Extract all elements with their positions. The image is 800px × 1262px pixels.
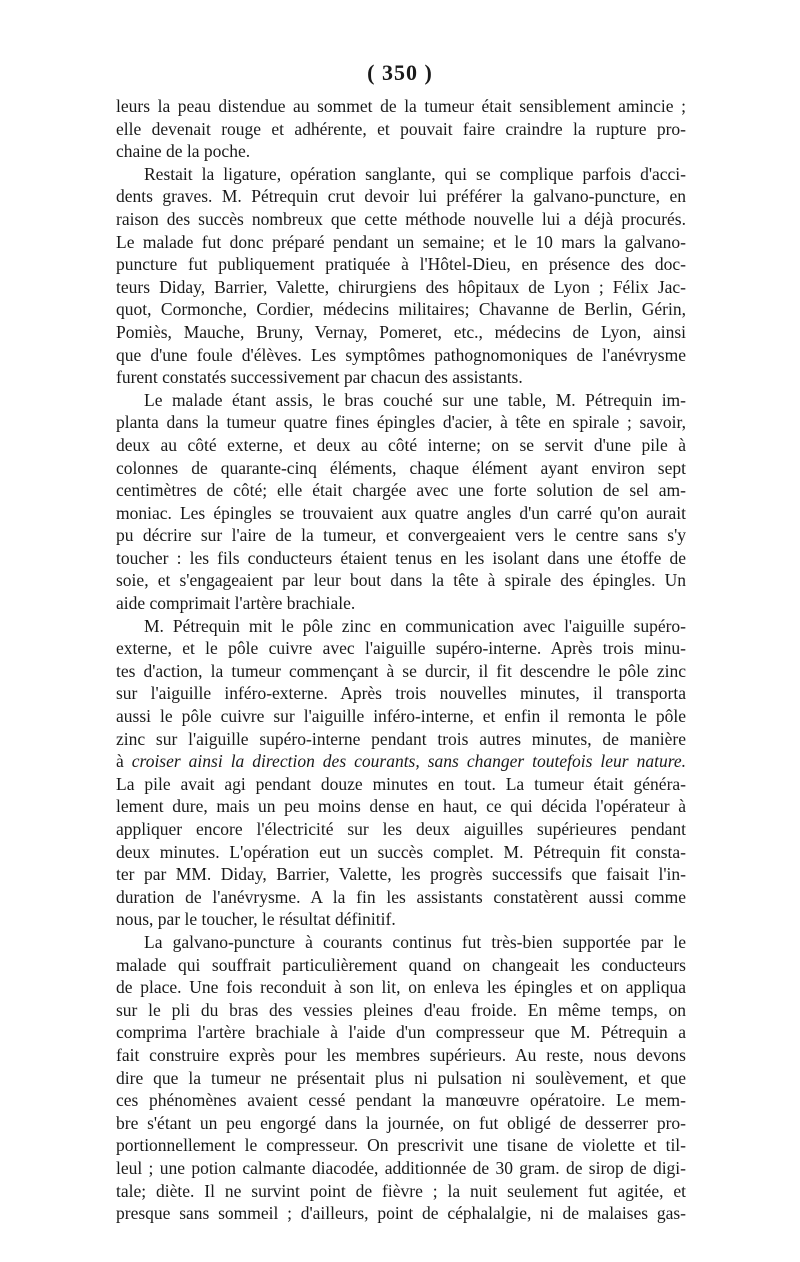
text-line [116, 750, 686, 773]
text-run: leul ; une potion calmante diacodée, additionnée de 30 gram. de sirop de digi- [116, 1157, 686, 1178]
text-run: puncture fut publiquement pratiquée à l'Hôtel-Dieu, en présence des doc- [116, 254, 686, 275]
text-line [116, 1112, 686, 1135]
text-line [116, 1180, 686, 1203]
text-run: furent constatés successivement par chacun des assistants. [116, 367, 523, 388]
text-run: deux minutes. L'opération eut un succès complet. M. Pétrequin fit consta- [116, 841, 686, 862]
text-run: aussi le pôle cuivre sur l'aiguille inféro-interne, et enfin il remonta le pôle [116, 706, 686, 727]
text-line [116, 773, 686, 796]
text-run: fait construire exprès pour les membres supérieurs. Au reste, nous devons [116, 1044, 686, 1065]
text-line [116, 615, 686, 638]
text-run: pu décrire sur l'aire de la tumeur, et convergeaient vers le centre sans s'y [116, 525, 686, 546]
text-run: colonnes de quarante-cinq éléments, chaque élément ayant environ sept [116, 457, 686, 478]
text-line [116, 321, 686, 344]
text-line [116, 118, 686, 141]
text-line [116, 298, 686, 321]
text-line [116, 547, 686, 570]
text-run: Pomiès, Mauche, Bruny, Vernay, Pomeret, etc., médecins de Lyon, ainsi [116, 321, 686, 342]
text-line [116, 1157, 686, 1180]
text-line [116, 411, 686, 434]
text-run: raison des succès nombreux que cette méthode nouvelle lui a déjà procurés. [116, 208, 686, 229]
text-run: La galvano-puncture à courants continus fut très-bien supportée par le [144, 931, 686, 952]
text-run: dire que la tumeur ne présentait plus ni pulsation ni soulèvement, et que [116, 1067, 686, 1088]
text-line [116, 976, 686, 999]
text-run: appliquer encore l'électricité sur les deux aiguilles supérieures pendant [116, 819, 686, 839]
text-line [116, 434, 686, 457]
text-run: M. Pétrequin mit le pôle zinc en communication avec l'aiguille supéro- [144, 615, 686, 636]
text-run: tes d'action, la tumeur commençant à se durcir, il fit descendre le pôle zinc [116, 660, 686, 681]
text-line [116, 1044, 686, 1067]
text-run: ces phénomènes avaient cessé pendant la manœuvre opératoire. Le mem- [116, 1090, 686, 1111]
text-run: elle devenait rouge et adhérente, et pouvait faire craindre la rupture pro- [116, 118, 686, 139]
text-run: aide comprimait l'artère brachiale. [116, 593, 356, 614]
text-run: Le malade fut donc préparé pendant un semaine; et le 10 mars la galvano- [116, 231, 686, 252]
text-line [116, 1089, 686, 1112]
text-line [116, 886, 686, 909]
text-line [116, 389, 686, 412]
text-line [116, 366, 686, 389]
text-run: moniac. Les épingles se trouvaient aux quatre angles d'un carré qu'on aurait [116, 502, 686, 523]
text-line [116, 1134, 686, 1157]
text-run: de place. Une fois reconduit à son lit, on enleva les épingles et on appliqua [116, 977, 686, 998]
text-run: planta dans la tumeur quatre fines épingles d'acier, à tête en spirale ; savoir, [116, 412, 686, 433]
text-run: duration de l'anévrysme. A la fin les assistants constatèrent aussi comme [116, 886, 686, 907]
page-number: ( 350 ) [367, 60, 433, 85]
text-run: chaine de la poche. [116, 141, 251, 162]
text-run: lement dure, mais un peu moins dense en haut, ce qui décida l'opérateur à [116, 796, 686, 817]
text-line [116, 502, 686, 525]
text-run: à [116, 751, 132, 772]
text-run: portionnellement le compresseur. On prescrivit une tisane de violette et til- [116, 1135, 686, 1156]
text-line [116, 479, 686, 502]
text-line [116, 344, 686, 367]
text-run: La pile avait agi pendant douze minutes en tout. La tumeur était généra- [116, 773, 686, 794]
text-line [116, 276, 686, 299]
text-run: externe, et le pôle cuivre avec l'aiguille supéro-interne. Après trois minu- [116, 638, 686, 659]
body-text [116, 95, 686, 1225]
text-line [116, 795, 686, 818]
text-run: quot, Cormonche, Cordier, médecins militaires; Chavanne de Berlin, Gérin, [116, 299, 686, 320]
text-line [116, 253, 686, 276]
text-run: tale; diète. Il ne survint point de fièvre ; la nuit seulement fut agitée, et [116, 1180, 686, 1201]
text-line [116, 908, 686, 931]
text-line [116, 208, 686, 231]
text-run: Restait la ligature, opération sanglante, qui se complique parfois d'acci- [144, 163, 686, 184]
text-line [116, 863, 686, 886]
text-line [116, 95, 686, 118]
text-run: presque sans sommeil ; d'ailleurs, point de céphalalgie, ni de malaises gas- [116, 1203, 686, 1224]
italic-run: croiser ainsi la direction des courants, sans changer toutefois leur nature. [131, 751, 687, 772]
text-run: teurs Diday, Barrier, Valette, chirurgiens des hôpitaux de Lyon ; Félix Jac- [116, 276, 686, 297]
text-line [116, 682, 686, 705]
text-line [116, 841, 686, 864]
text-run: leurs la peau distendue au sommet de la tumeur était sensiblement amincie ; [116, 96, 686, 116]
text-line [116, 818, 686, 841]
text-run: Le malade étant assis, le bras couché sur une table, M. Pétrequin im- [144, 389, 686, 410]
text-run: comprima l'artère brachiale à l'aide d'un compresseur que M. Pétrequin a [116, 1022, 686, 1043]
text-line [116, 140, 686, 163]
text-line [116, 637, 686, 660]
text-line [116, 524, 686, 547]
text-line [116, 728, 686, 751]
text-line [116, 999, 686, 1022]
text-run: ter par MM. Diday, Barrier, Valette, les progrès successifs que faisait l'in- [116, 864, 686, 885]
text-line [116, 592, 686, 615]
text-run: que d'une foule d'élèves. Les symptômes pathognomoniques de l'anévrysme [116, 344, 686, 365]
text-run: toucher : les fils conducteurs étaient tenus en les isolant dans une étoffe de [116, 547, 686, 568]
text-line [116, 231, 686, 254]
text-line [116, 163, 686, 186]
text-line [116, 1067, 686, 1090]
text-line [116, 954, 686, 977]
text-run: dents graves. M. Pétrequin crut devoir lui préférer la galvano-puncture, en [116, 186, 686, 207]
text-run: sur l'aiguille inféro-externe. Après trois nouvelles minutes, il transporta [116, 683, 686, 704]
text-line [116, 1202, 686, 1225]
text-line [116, 185, 686, 208]
text-run: soie, et s'engageaient par leur bout dans la tête à spirale des épingles. Un [116, 570, 686, 591]
text-run: centimètres de côté; elle était chargée avec une forte solution de sel am- [116, 480, 686, 501]
text-line [116, 705, 686, 728]
text-line [116, 569, 686, 592]
text-run: sur le pli du bras des vessies pleines d'eau froide. En même temps, on [116, 999, 686, 1020]
text-line [116, 660, 686, 683]
text-run: zinc sur l'aiguille supéro-interne pendant trois autres minutes, de manière [116, 728, 686, 749]
text-line [116, 457, 686, 480]
text-run: deux au côté externe, et deux au côté interne; on se servit d'une pile à [116, 434, 686, 455]
text-run: malade qui souffrait particulièrement quand on changeait les conducteurs [116, 954, 686, 975]
text-run: nous, par le toucher, le résultat définitif. [116, 909, 396, 930]
text-run: bre s'étant un peu engorgé dans la journée, on fut obligé de desserrer pro- [116, 1112, 686, 1133]
text-line [116, 1021, 686, 1044]
text-line [116, 931, 686, 954]
